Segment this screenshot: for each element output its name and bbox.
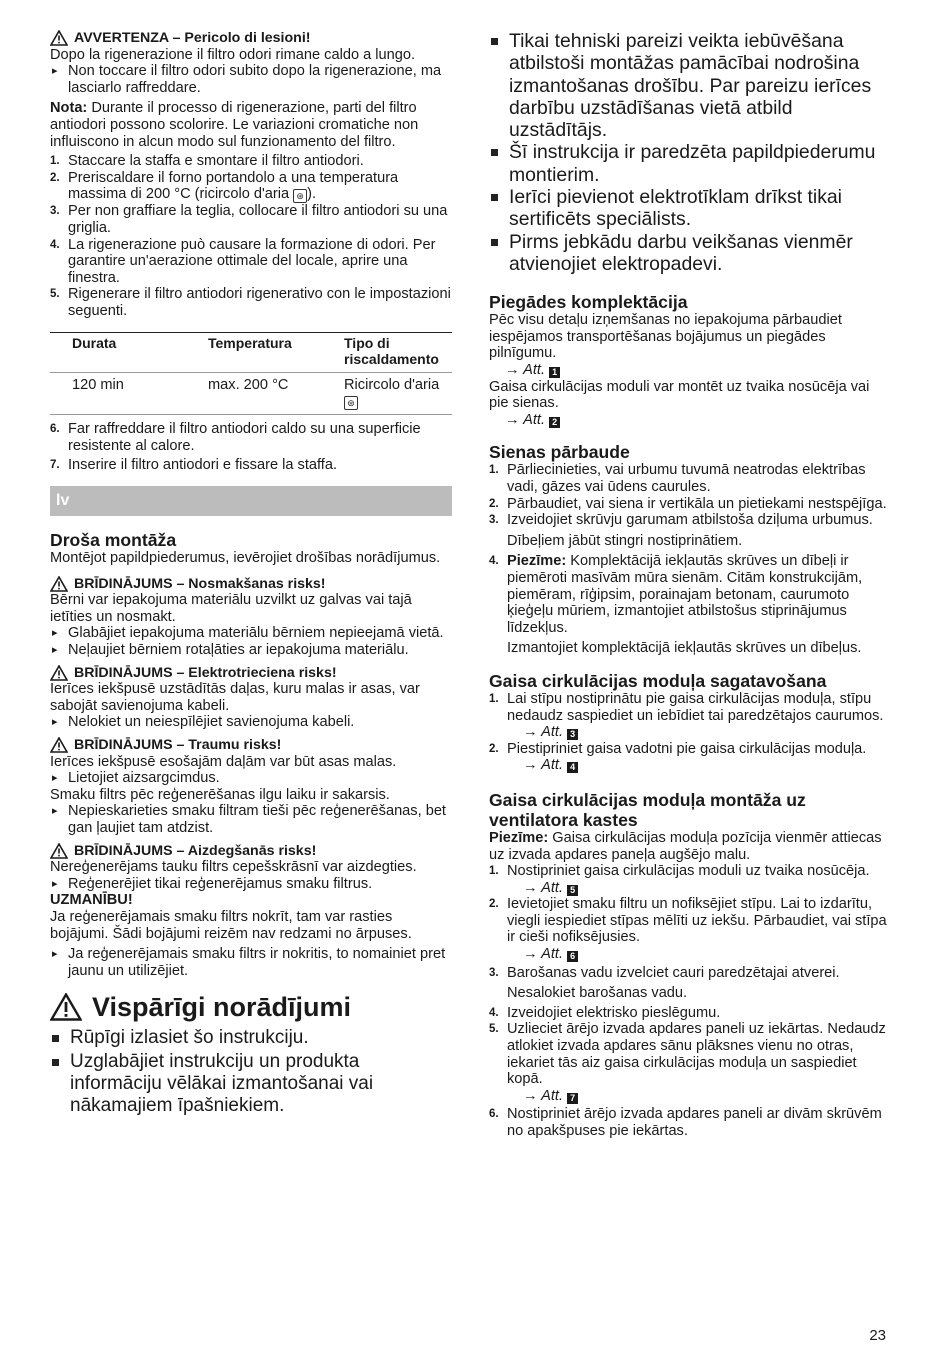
general-item: Ierīci pievienot elektrotīklam drīkst tikai sertificēts speciālists. <box>489 186 891 231</box>
note-label: Nota: <box>50 100 88 117</box>
bullet-item: ▸ Neļaujiet bērniem rotaļāties ar iepakojuma materiālu. <box>50 642 452 659</box>
step-item: 7. Inserire il filtro antiodori e fissare la staffa. <box>50 457 338 474</box>
warning-triangle-icon <box>50 665 68 681</box>
table-header: Tipo di riscaldamento <box>322 332 452 372</box>
bullet-item: ▸ Reģenerējiet tikai reģenerējamus smaku filtrus. <box>50 876 452 893</box>
table-header: Durata <box>50 332 186 372</box>
language-bar: lv <box>50 486 452 516</box>
note-paragraph <box>50 100 452 150</box>
body-text: Pēc visu detaļu izņemšanas no iepakojuma pārbaudiet iespējamos transportēšanas bojājumus un piegādes pilnīgumu. <box>489 312 842 362</box>
warning-heading: BRĪDINĀJUMS – Elektrotrieciena risks! <box>50 665 452 682</box>
step-note: Izmantojiet komplektācijā iekļautās skrūves un dībeļus. <box>507 640 862 657</box>
caution-title: UZMANĪBU! <box>50 892 133 909</box>
section-heading: Sienas pārbaude <box>489 442 630 463</box>
general-item: Tikai tehniski pareizi veikta iebūvēšana atbilstoši montāžas pamācībai nodrošina izmantošanas drošību. Par pareizu ierīces darbību uzstādīšanas vietā atbild uzstādītājs. <box>489 30 891 141</box>
step-item: 2. Ievietojiet smaku filtru un nofiksējiet stīpu. Lai to izdarītu, viegli iespiediet stīpas mēlīti uz iekšu. Pārbaudiet, vai stīpa ir cieši nofiksējusies. <box>489 896 887 946</box>
general-item: Pirms jebkādu darbu veikšanas vienmēr atvienojiet elektropadevi. <box>489 231 891 276</box>
left-column <box>50 30 452 1117</box>
step-item: 6. Far raffreddare il filtro antiodori caldo su una superficie resistente al calore. <box>50 421 421 454</box>
step-item: 2. Piestipriniet gaisa vadotni pie gaisa cirkulācijas moduļa. <box>489 740 867 757</box>
bullet-item: ▸ Non toccare il filtro odori subito dopo la rigenerazione, ma lasciarlo raffreddare. <box>50 63 452 96</box>
fan-icon: ⊛ <box>344 396 358 410</box>
figure-ref: → Att. 4 <box>489 757 891 774</box>
table-cell: Ricircolo d'aria ⊛ <box>322 372 452 415</box>
step-item: 3. Izveidojiet skrūvju garumam atbilstoša dziļuma urbumus. <box>489 512 873 529</box>
figure-number-icon: 7 <box>567 1093 578 1104</box>
step-item: 4. Piezīme: Komplektācijā iekļautās skrūves un dībeļi ir piemēroti masīvām mūra sienām. Citām konstrukcijām, piemēram, rīģipsim, porainajam betonam, caurumoto ķieģeļu mūriem, izmantojiet atbilstošus stiprinājumus līdzekļus. <box>489 553 863 636</box>
fan-icon: ⊛ <box>293 189 307 203</box>
italian-steps <box>50 153 452 319</box>
warning-heading: BRĪDINĀJUMS – Aizdegšanās risks! <box>50 843 452 860</box>
step-note: Dībeļiem jābūt stingri nostiprinātiem. <box>507 532 743 549</box>
section-heading: Droša montāža <box>50 530 177 551</box>
warning-text: Ierīces iekšpusē esošajām daļām var būt asas malas. <box>50 753 397 770</box>
figure-ref: → Att. 1 <box>489 362 891 379</box>
note-paragraph: Piezīme: Gaisa cirkulācijas moduļa pozīcija vienmēr attiecas uz izvada apdares paneļa augšējo malu. <box>489 829 882 863</box>
warning-text: Bērni var iepakojuma materiālu uzvilkt uz galvas vai tajā ietīties un nosmakt. <box>50 592 412 625</box>
warning-text: Dopo la rigenerazione il filtro odori rimane caldo a lungo. <box>50 46 416 63</box>
warning-heading <box>50 30 452 47</box>
table-row <box>50 372 452 415</box>
step-item: 5. Rigenerare il filtro antiodori rigenerativo con le impostazioni seguenti. <box>50 286 451 319</box>
warning-triangle-icon <box>50 576 68 592</box>
warning-heading: BRĪDINĀJUMS – Nosmakšanas risks! <box>50 576 452 593</box>
bullet-item: ▸ Lietojiet aizsargcimdus. <box>50 770 452 787</box>
step-item: 2. Pārbaudiet, vai siena ir vertikāla un pietiekami nestspējīga. <box>489 495 887 512</box>
warning-triangle-icon <box>50 30 68 46</box>
figure-number-icon: 1 <box>549 367 560 378</box>
figure-number-icon: 2 <box>549 417 560 428</box>
bullet-item: ▸ Ja reģenerējamais smaku filtrs ir nokritis, to nomainiet pret jaunu un utilizējiet. <box>50 946 452 979</box>
section-heading: Gaisa cirkulācijas moduļa sagatavošana <box>489 670 827 691</box>
warning-text: Smaku filtrs pēc reģenerēšanas ilgu laiku ir sakarsis. <box>50 786 390 803</box>
body-text: Gaisa cirkulācijas moduli var montēt uz tvaika nosūcēja vai pie sienas. <box>489 378 870 412</box>
table-header: Temperatura <box>186 332 322 372</box>
figure-number-icon: 4 <box>567 762 578 773</box>
warning-triangle-icon <box>50 993 82 1021</box>
figure-ref: → Att. 5 <box>489 880 891 897</box>
right-column <box>489 30 891 1140</box>
bullet-item: ▸ Nelokiet un neiespīlējiet savienojuma kabeli. <box>50 714 452 731</box>
table-cell: max. 200 °C <box>186 372 322 415</box>
figure-ref: → Att. 6 <box>489 946 891 963</box>
step-item: 4. Izveidojiet elektrisko pieslēgumu. <box>489 1004 721 1021</box>
bullet-item: ▸ Nepieskarieties smaku filtram tieši pēc reģenerēšanas, bet gan ļaujiet tam atdzist. <box>50 803 452 836</box>
figure-number-icon: 6 <box>567 951 578 962</box>
step-item: 1. Staccare la staffa e smontare il filtro antiodori. <box>50 153 364 170</box>
step-item: 3. Barošanas vadu izvelciet cauri paredzētajai atverei. <box>489 964 840 981</box>
general-heading: Vispārīgi norādījumi <box>50 991 452 1023</box>
step-item: 4. La rigenerazione può causare la formazione di odori. Per garantire un'aerazione ottimale del locale, aprire una finestra. <box>50 236 436 286</box>
warning-triangle-icon <box>50 737 68 753</box>
section-heading: Gaisa cirkulācijas moduļa montāža uz ventilatora kastes <box>489 789 806 830</box>
warning-triangle-icon <box>50 843 68 859</box>
warning-heading: BRĪDINĀJUMS – Traumu risks! <box>50 737 452 754</box>
figure-number-icon: 5 <box>567 885 578 896</box>
figure-ref: → Att. 2 <box>489 412 891 429</box>
general-item: Rūpīgi izlasiet šo instrukciju. <box>50 1027 452 1049</box>
caution-text: Ja reģenerējamais smaku filtrs nokrīt, tam var rasties bojājumi. Šādi bojājumi reizēm nav redzami no ārpuses. <box>50 908 412 942</box>
step-item: 5. Uzlieciet ārējo izvada apdares paneli uz iekārtas. Nedaudz atlokiet izvada apdares sānu plāksnes vienu no otras, iekariet tās aiz gaisa cirkulācijas moduļa un saspiediet kopā. <box>489 1021 886 1088</box>
step-note: Nesalokiet barošanas vadu. <box>507 985 688 1002</box>
step-item: 3. Per non graffiare la teglia, collocare il filtro antiodori su una griglia. <box>50 203 448 236</box>
italian-steps-after <box>50 421 452 474</box>
step-item: 1. Nostipriniet gaisa cirkulācijas moduli uz tvaika nosūcēja. <box>489 863 870 880</box>
general-item: Šī instrukcija ir paredzēta papildpiederumu montierim. <box>489 141 891 186</box>
step-item: 6. Nostipriniet ārējo izvada apdares paneli ar divām skrūvēm no apakšpuses pie iekārtas. <box>489 1106 882 1140</box>
step-item: 2. Preriscaldare il forno portandolo a una temperatura massima di 200 °C (ricircolo d'aria ⊛ ). <box>50 169 399 203</box>
intro-text: Montējot papildpiederumus, ievērojiet drošības norādījumus. <box>50 550 441 567</box>
warning-text: Ierīces iekšpusē uzstādītās daļas, kuru malas ir asas, var sabojāt savienojuma kabeli. <box>50 681 420 714</box>
page-number: 23 <box>869 1327 886 1344</box>
step-item: 1. Lai stīpu nostiprinātu pie gaisa cirkulācijas moduļa, stīpu nedaudz saspiediet un iebīdiet tai paredzētajos caurumos. <box>489 690 884 724</box>
figure-number-icon: 3 <box>567 729 578 740</box>
warning-title: AVVERTENZA – Pericolo di lesioni! <box>74 30 311 46</box>
table-cell: 120 min <box>50 372 186 415</box>
note-text: Durante il processo di rigenerazione, parti del filtro antiodori possono scolorire. Le variazioni cromatiche non influiscono in alcun modo sul funzionamento del filtro. <box>50 100 419 150</box>
bullet-item: ▸ Glabājiet iepakojuma materiālu bērniem nepieejamā vietā. <box>50 625 452 642</box>
figure-ref: → Att. 3 <box>489 724 891 741</box>
section-heading: Piegādes komplektācija <box>489 292 688 313</box>
settings-table <box>50 332 452 416</box>
general-item: Uzglabājiet instrukciju un produkta informāciju vēlākai izmantošanai vai nākamajiem īpašniekiem. <box>50 1051 452 1117</box>
warning-text: Nereģenerējams tauku filtrs cepešskrāsnī var aizdegties. <box>50 859 417 876</box>
step-item: 1. Pārliecinieties, vai urbumu tuvumā neatrodas elektrības vadi, gāzes vai ūdens caurules. <box>489 462 866 496</box>
figure-ref: → Att. 7 <box>489 1088 891 1105</box>
